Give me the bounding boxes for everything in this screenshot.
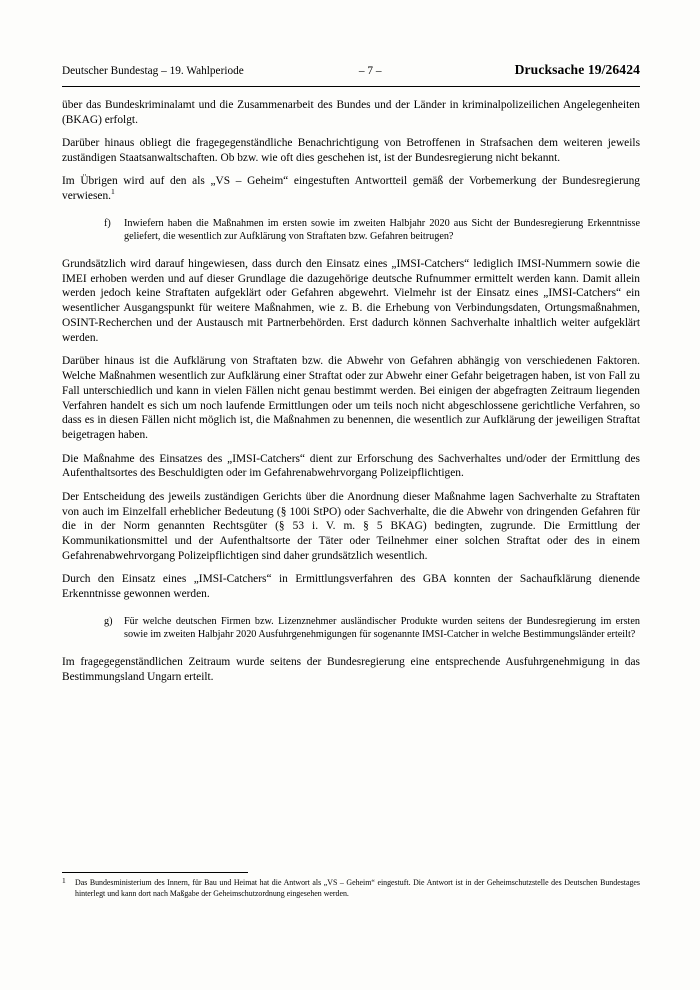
- paragraph-with-footnote: [62, 174, 640, 204]
- header-divider: [62, 86, 640, 87]
- question-item-g: [62, 615, 640, 642]
- running-head-left: Deutscher Bundestag – 19. Wahlperiode: [62, 65, 244, 77]
- question-letter: f): [104, 217, 111, 229]
- drucksache-reference: [515, 62, 640, 78]
- body-text: [62, 98, 640, 684]
- footnote-marker: 1: [111, 187, 115, 197]
- paragraph: Im fragegegenständlichen Zeitraum wurde seitens der Bundesregierung eine entsprechende Ausfuhrgenehmigung in das Bestimmungsland Ungarn erteilt.: [62, 655, 640, 683]
- paragraph: über das Bundeskriminalamt und die Zusammenarbeit des Bundes und der Länder in kriminalpolizeilichen Angelegenheiten (BKAG) erfolgt.: [62, 99, 640, 126]
- footnote-area: [62, 872, 640, 899]
- drucksache-period: 19/: [587, 62, 606, 77]
- paragraph: Durch den Einsatz eines „IMSI-Catchers“ in Ermittlungsverfahren des GBA konnten der Sachaufklärung dienende Erkenntnisse gewonnen werden.: [62, 573, 640, 601]
- paragraph: Darüber hinaus obliegt die fragegegenständliche Benachrichtigung von Betroffenen in Strafsachen dem weiteren jeweils zuständigen Staatsanwaltschaften. Ob bzw. wie oft dies geschehen ist, ist der Bundesregierung nicht bekannt.: [62, 137, 640, 164]
- question-item-f: [62, 217, 640, 244]
- footnote-divider: [62, 872, 248, 873]
- paragraph: Der Entscheidung des jeweils zuständigen Gerichts über die Anordnung dieser Maßnahme lagen Sachverhalte zu Straftaten von auch im Einzelfall erheblicher Bedeutung (§ 100i StPO) oder Sachverhalte, die die Abwehr von dringenden Gefahren für die in der Norm genannten Rechtsgüter (§ 53 i. V. m. § 5 BKAG) bedingten, zugrunde. Die Ermittlung der Kommunikationsmittel und der Aufenthaltsorte der Täter oder Teilnehmer einer solchen Straftat oder des in einem Gefahrenabwehrvorgang Polizeipflichtigen sind daher grundsätzlich wesentlich.: [62, 490, 640, 563]
- paragraph-text: Im Übrigen wird auf den als „VS – Geheim“ eingestuften Antwortteil gemäß der Vorbemerkung der Bundesregierung verwiesen.: [62, 175, 640, 203]
- paragraph: Darüber hinaus ist die Aufklärung von Straftaten bzw. die Abwehr von Gefahren abhängig von verschiedenen Faktoren. Welche Maßnahmen wesentlich zur Aufklärung einer Straftat oder zur Abwehr einer Gefahr beigetragen haben, ist von Fall zu Fall unterschiedlich und kann in vielen Fällen nicht genau bestimmt werden. Bei einigen der abgefragten Zeitraum liegenden Verfahren handelt es sich um noch laufende Ermittlungen oder um teils noch nicht abgeschlossene gerichtliche Verfahren, so dass es in diesen Fällen nicht möglich ist, die Maßnahmen zu benennen, die wesentlich zur Aufklärung der jeweiligen Straftat beigetragen haben.: [62, 355, 640, 442]
- running-head: [62, 62, 640, 86]
- drucksache-label: Drucksache: [514, 62, 585, 77]
- page-number: – 7 –: [358, 65, 382, 77]
- page-content: [62, 62, 640, 693]
- footnote: [62, 877, 640, 899]
- question-text: Inwiefern haben die Maßnahmen im ersten sowie im zweiten Halbjahr 2020 aus Sicht der Bundesregierung Erkenntnisse geliefert, die wesentlich zur Aufklärung von Straftaten bzw. Gefahren beitrugen?: [124, 217, 640, 243]
- drucksache-number: 26424: [605, 62, 640, 77]
- paragraph: Grundsätzlich wird darauf hingewiesen, dass durch den Einsatz eines „IMSI-Catchers“ lediglich IMSI-Nummern sowie die IMEI erhoben werden und auf dieser Grundlage die dazugehörige deutsche Rufnummer ermittelt werden kann. Damit allein werden jedoch keine Straftaten aufgeklärt oder Gefahren abgewehrt. Vielmehr ist der Einsatz eines „IMSI-Catchers“ ein wesentlicher Ausgangspunkt für weitere Maßnahmen, wie z. B. die Erhebung von Verbindungsdaten, Ortungsmaßnahmen, OSINT-Recherchen und der Austausch mit Partnerbehörden. Erst dadurch können Sachverhalte inhaltlich weiter aufgeklärt werden.: [62, 257, 640, 344]
- footnote-text: Das Bundesministerium des Innern, für Bau und Heimat hat die Antwort als „VS – Geheim“ eingestuft. Die Antwort ist in der Geheimschutzstelle des Deutschen Bundestages hinterlegt und kann dort nach Maßgabe der Geheimschutzordnung eingesehen werden.: [75, 878, 640, 899]
- footnote-number: 1: [62, 876, 66, 885]
- question-letter: g): [104, 616, 113, 628]
- paragraph: Die Maßnahme des Einsatzes des „IMSI-Catchers“ dient zur Erforschung des Sachverhaltes und/oder der Ermittlung des Aufenthaltsortes des Beschuldigten oder im Gefahrenabwehrvorgang Polizeipflichtigen.: [62, 452, 640, 480]
- question-text: Für welche deutschen Firmen bzw. Lizenznehmer ausländischer Produkte wurden seitens der Bundesregierung im ersten sowie im zweiten Halbjahr 2020 Ausfuhrgenehmigungen für sogenannte IMSI-Catcher in welche Bestimmungsländer erteilt?: [124, 616, 640, 641]
